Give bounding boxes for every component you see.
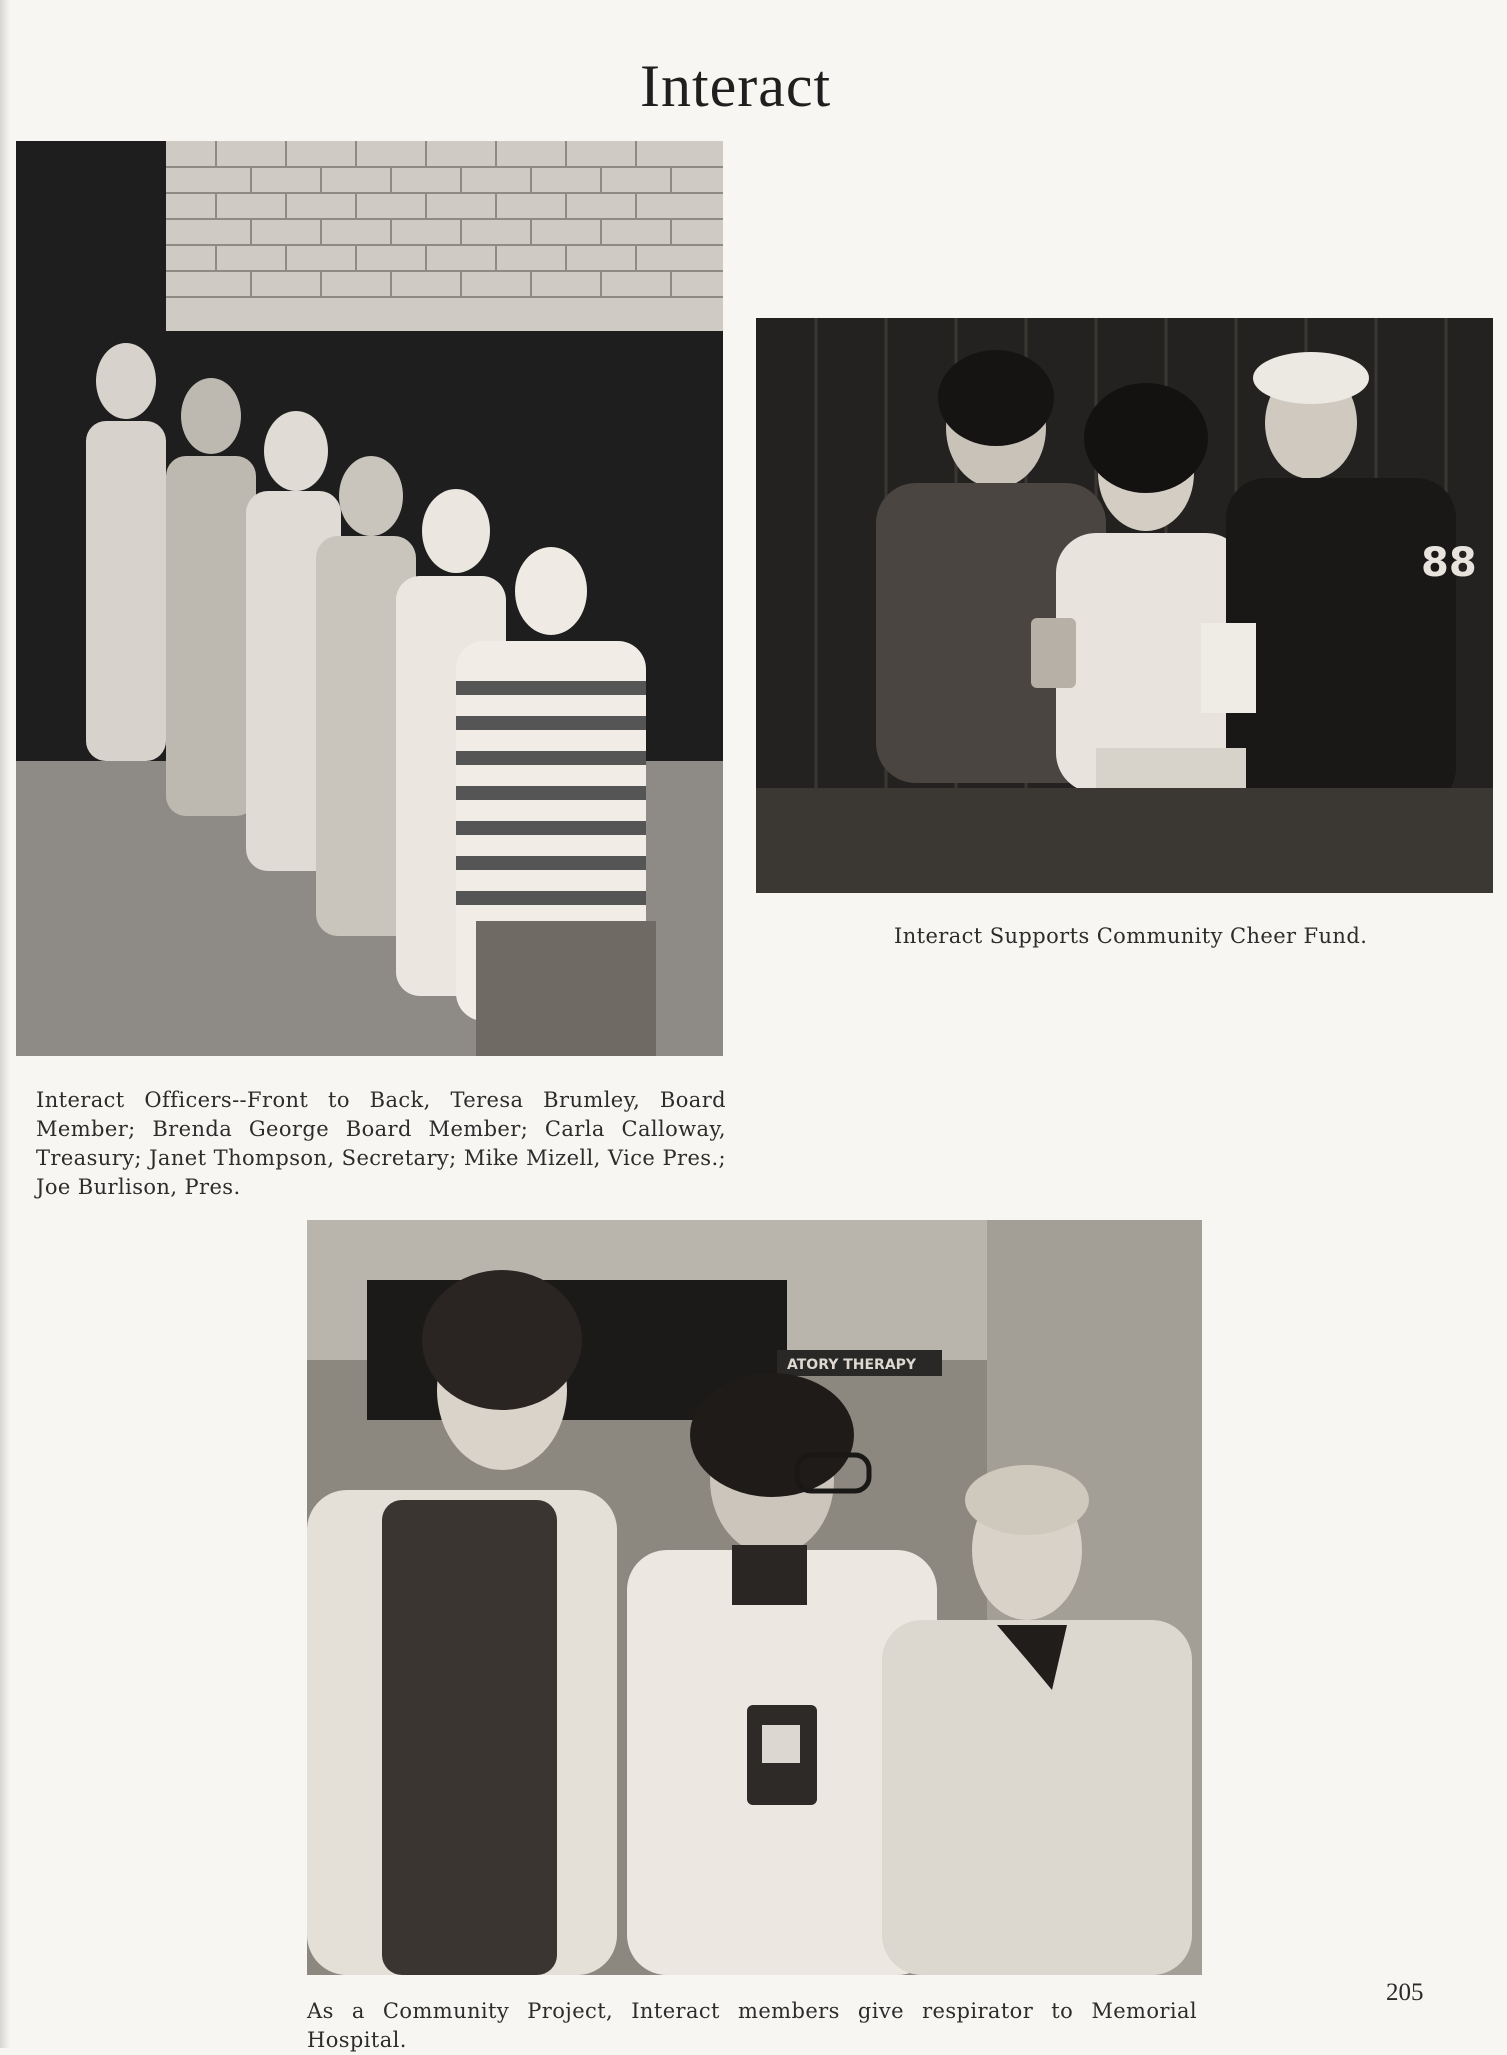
- officers-caption: Interact Officers--Front to Back, Teresa Brumley, Board Member; Brenda George Board Member; Carla Calloway, Treasury; Janet Thompson, Secretary; Mike Mizell, Vice Pres.; Joe Burlison, Pres.: [36, 1088, 726, 1199]
- officers-photo: [16, 141, 723, 1056]
- page-binding-edge: [0, 0, 10, 2048]
- svg-text:88: 88: [1421, 540, 1477, 586]
- svg-text:ATORY THERAPY: ATORY THERAPY: [787, 1357, 917, 1373]
- page-title: Interact: [640, 53, 832, 119]
- cheer-fund-caption: Interact Supports Community Cheer Fund.: [894, 924, 1368, 948]
- page-number: 205: [1386, 1979, 1424, 2006]
- cheer-fund-photo: [756, 318, 1493, 893]
- respirator-photo: [307, 1220, 1202, 1975]
- respirator-caption: As a Community Project, Interact members give respirator to Memorial Hospital.: [307, 1999, 1197, 2052]
